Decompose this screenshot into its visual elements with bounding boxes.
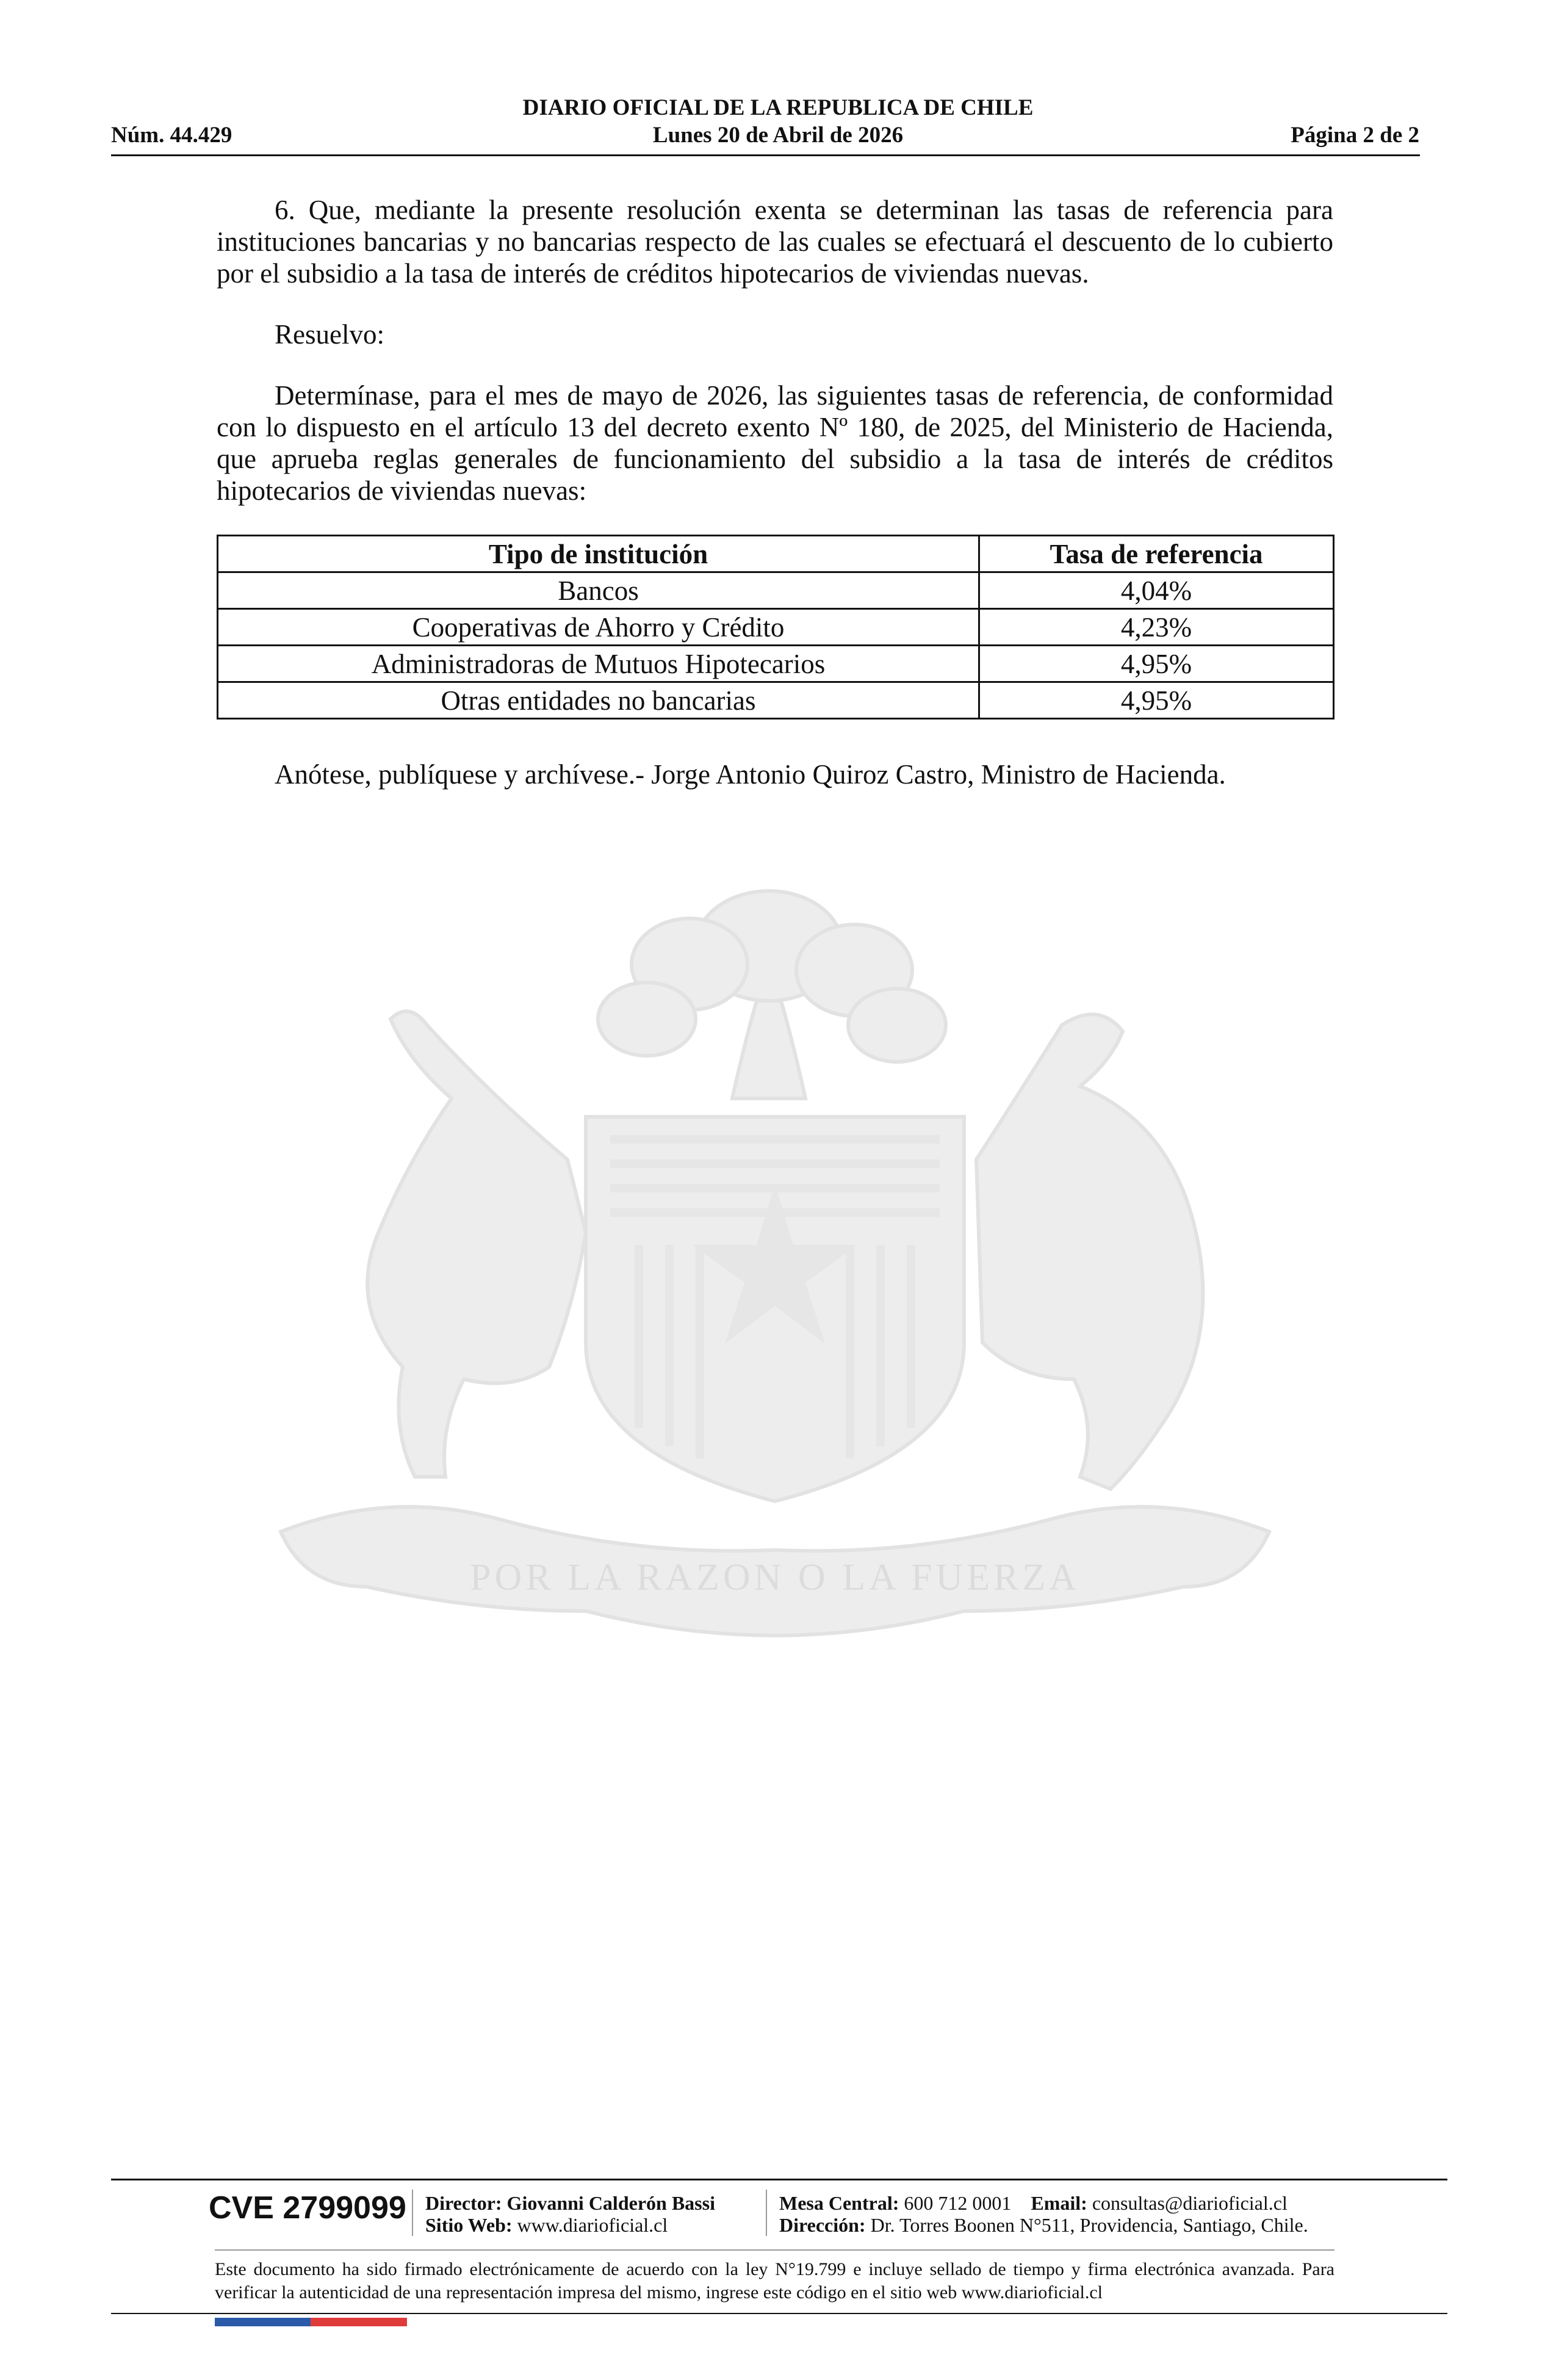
footer-address: Dirección: Dr. Torres Boonen N°511, Providencia, Santiago, Chile. bbox=[779, 2214, 1308, 2236]
email-link[interactable]: consultas@diarioficial.cl bbox=[1092, 2192, 1288, 2214]
page-indicator: Página 2 de 2 bbox=[1291, 123, 1419, 148]
footer-divider-mid bbox=[215, 2249, 1334, 2251]
footer-website: Sitio Web: www.diarioficial.cl bbox=[425, 2214, 668, 2236]
institution-cell: Administradoras de Mutuos Hipotecarios bbox=[218, 646, 979, 682]
table-header-row bbox=[218, 536, 1334, 572]
footer-director: Director: Giovanni Calderón Bassi bbox=[425, 2192, 715, 2214]
footer-separator bbox=[766, 2190, 767, 2236]
institution-cell: Otras entidades no bancarias bbox=[218, 682, 979, 719]
issue-number: Núm. 44.429 bbox=[111, 123, 232, 148]
header-divider bbox=[111, 154, 1420, 156]
rate-cell: 4,95% bbox=[979, 682, 1334, 719]
rate-cell: 4,04% bbox=[979, 572, 1334, 609]
table-row bbox=[218, 609, 1334, 646]
coat-of-arms-of-chile-icon bbox=[207, 842, 1342, 1672]
website-link[interactable]: www.diarioficial.cl bbox=[517, 2214, 668, 2236]
footer-divider-bottom bbox=[111, 2313, 1447, 2314]
footer-divider-top bbox=[111, 2179, 1447, 2180]
newspaper-title: DIARIO OFICIAL DE LA REPUBLICA DE CHILE bbox=[522, 95, 1034, 120]
reference-rates-table bbox=[217, 535, 1334, 719]
footer-separator bbox=[412, 2190, 413, 2236]
rate-cell: 4,95% bbox=[979, 646, 1334, 682]
paragraph-6: 6. Que, mediante la presente resolución exenta se determinan las tasas de referencia para instituciones bancarias y no bancarias respecto de las cuales se efectuará el descuento de lo cubierto por el subsidio a la tasa de interés de créditos hipotecarios de viviendas nuevas. bbox=[217, 195, 1333, 289]
flag-bar-blue bbox=[215, 2318, 311, 2326]
flag-bar-red bbox=[311, 2318, 407, 2326]
institution-cell: Bancos bbox=[218, 572, 979, 609]
rate-cell: 4,23% bbox=[979, 609, 1334, 646]
header-reference-rate: Tasa de referencia bbox=[979, 536, 1334, 572]
watermark-motto: POR LA RAZON O LA FUERZA bbox=[469, 1557, 1081, 1598]
table-row bbox=[218, 572, 1334, 609]
electronic-signature-note: Este documento ha sido firmado electrónicamente de acuerdo con la ley N°19.799 e incluye sellado de tiempo y firma electrónica avanzada. Para verificar la autenticidad de una representación impresa del mismo, ingrese este código en el sitio web www.diarioficial.cl bbox=[215, 2259, 1334, 2302]
closing-signature: Anótese, publíquese y archívese.- Jorge Antonio Quiroz Castro, Ministro de Hacienda. bbox=[275, 759, 1226, 790]
table-row bbox=[218, 646, 1334, 682]
determinase-paragraph: Determínase, para el mes de mayo de 2026, las siguientes tasas de referencia, de conformidad con lo dispuesto en el artículo 13 del decreto exento Nº 180, de 2025, del Ministerio de Hacienda, que aprueba reglas generales de funcionamiento del subsidio a la tasa de interés de créditos hipotecarios de viviendas nuevas: bbox=[217, 380, 1333, 506]
footer-contact: Mesa Central: 600 712 0001 Email: consultas@diarioficial.cl bbox=[779, 2192, 1288, 2214]
table-row bbox=[218, 682, 1334, 719]
header-institution-type: Tipo de institución bbox=[218, 536, 979, 572]
cve-code: CVE 2799099 bbox=[209, 2190, 406, 2226]
issue-date: Lunes 20 de Abril de 2026 bbox=[652, 123, 904, 148]
institution-cell: Cooperativas de Ahorro y Crédito bbox=[218, 609, 979, 646]
resuelvo-heading: Resuelvo: bbox=[275, 319, 384, 350]
